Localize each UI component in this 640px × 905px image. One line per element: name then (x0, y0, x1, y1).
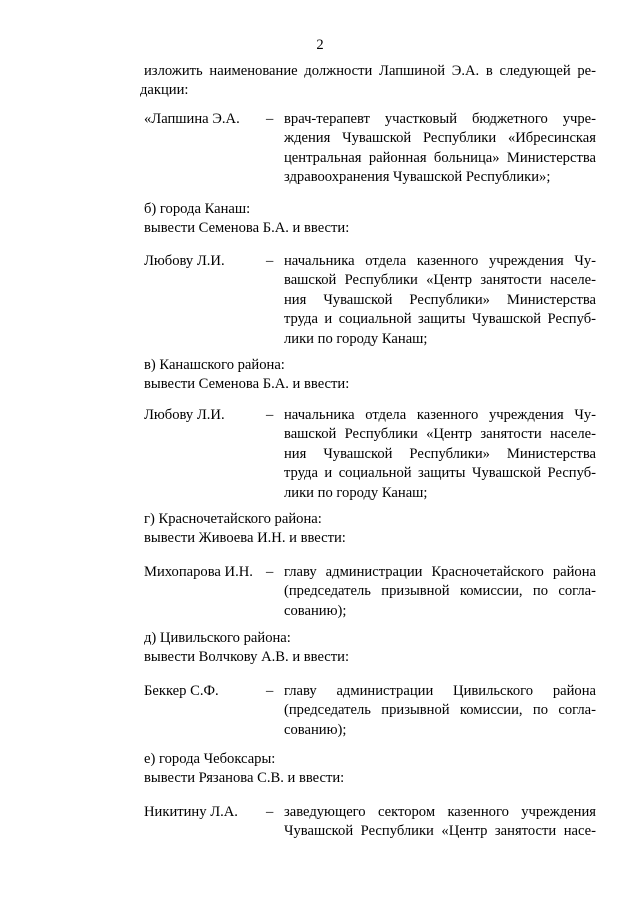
entry-name: Любову Л.И. (144, 407, 225, 423)
entry-line: лики по городу Канаш; (284, 484, 428, 501)
section-heading: в) Канашского района: (144, 357, 285, 373)
section-heading: г) Красночетайского района: (144, 511, 322, 527)
entry-dash: – (266, 111, 274, 127)
intro-paragraph (140, 62, 596, 101)
section-action: вывести Семенова Б.А. и ввести: (144, 220, 350, 237)
section-action: вывести Живоева И.Н. и ввести: (144, 530, 346, 547)
entry-line: врач-терапевт участковый бюджетного учре- (284, 111, 596, 127)
entry-description (284, 803, 596, 842)
entry-line: ния Чувашской Республики» Министерства (284, 291, 596, 308)
section-krasnochetaysky-district (144, 510, 599, 549)
entry-description (284, 563, 596, 621)
entry-name: Никитину Л.А. (144, 804, 238, 820)
entry-name: «Лапшина Э.А. (144, 111, 240, 127)
page-number: 2 (316, 37, 324, 53)
section-cheboksary-city (144, 750, 599, 789)
entry-description (284, 682, 596, 740)
entry-line: труда и социальной защиты Чувашской Респуб- (284, 465, 596, 482)
intro-line-2: дакции: (140, 82, 189, 99)
entry-line: (председатель призывной комиссии, по согла- (284, 702, 596, 719)
entry-line: (председатель призывной комиссии, по согла- (284, 583, 596, 600)
section-action: вывести Рязанова С.В. и ввести: (144, 770, 345, 787)
entry-line: начальника отдела казенного учреждения Чу- (284, 407, 596, 423)
entry-line: главу администрации Цивильского района (284, 683, 596, 699)
entry-line: труда и социальной защиты Чувашской Респуб- (284, 311, 596, 328)
entry-dash: – (266, 564, 274, 580)
section-kanash-city (144, 200, 599, 239)
entry-line: начальника отдела казенного учреждения Чу- (284, 253, 596, 269)
entry-line: вашской Республики «Центр занятости населе- (284, 426, 596, 443)
entry-description (284, 406, 596, 503)
entry-line: ния Чувашской Республики» Министерства (284, 445, 596, 462)
entry-dash: – (266, 804, 274, 820)
entry-dash: – (266, 683, 274, 699)
entry-line: ждения Чувашской Республики «Ибресинская (284, 130, 596, 147)
entry-description (284, 252, 596, 349)
section-action: вывести Семенова Б.А. и ввести: (144, 376, 350, 393)
entry-line: лики по городу Канаш; (284, 330, 428, 347)
entry-line: сованию); (284, 721, 347, 738)
entry-name: Беккер С.Ф. (144, 683, 219, 699)
section-tsivilsky-district (144, 629, 599, 668)
entry-dash: – (266, 253, 274, 269)
entry-line: заведующего сектором казенного учреждения (284, 804, 596, 820)
section-kanash-district (144, 356, 599, 395)
intro-line-1: изложить наименование должности Лапшиной Э.А. в следующей ре- (144, 63, 596, 79)
entry-dash: – (266, 407, 274, 423)
entry-name: Михопарова И.Н. (144, 564, 253, 580)
section-heading: е) города Чебоксары: (144, 751, 276, 767)
entry-line: Чувашской Республики «Центр занятости насе- (284, 823, 596, 840)
section-heading: б) города Канаш: (144, 201, 251, 217)
entry-line: сованию); (284, 602, 347, 619)
entry-name: Любову Л.И. (144, 253, 225, 269)
entry-line: вашской Республики «Центр занятости населе- (284, 272, 596, 289)
section-action: вывести Волчкову А.В. и ввести: (144, 649, 350, 666)
entry-description (284, 110, 596, 188)
entry-line: здравоохранения Чувашской Республики»; (284, 169, 551, 186)
entry-line: центральная районная больница» Министерства (284, 149, 596, 166)
entry-line: главу администрации Красночетайского района (284, 564, 596, 580)
section-heading: д) Цивильского района: (144, 630, 291, 646)
